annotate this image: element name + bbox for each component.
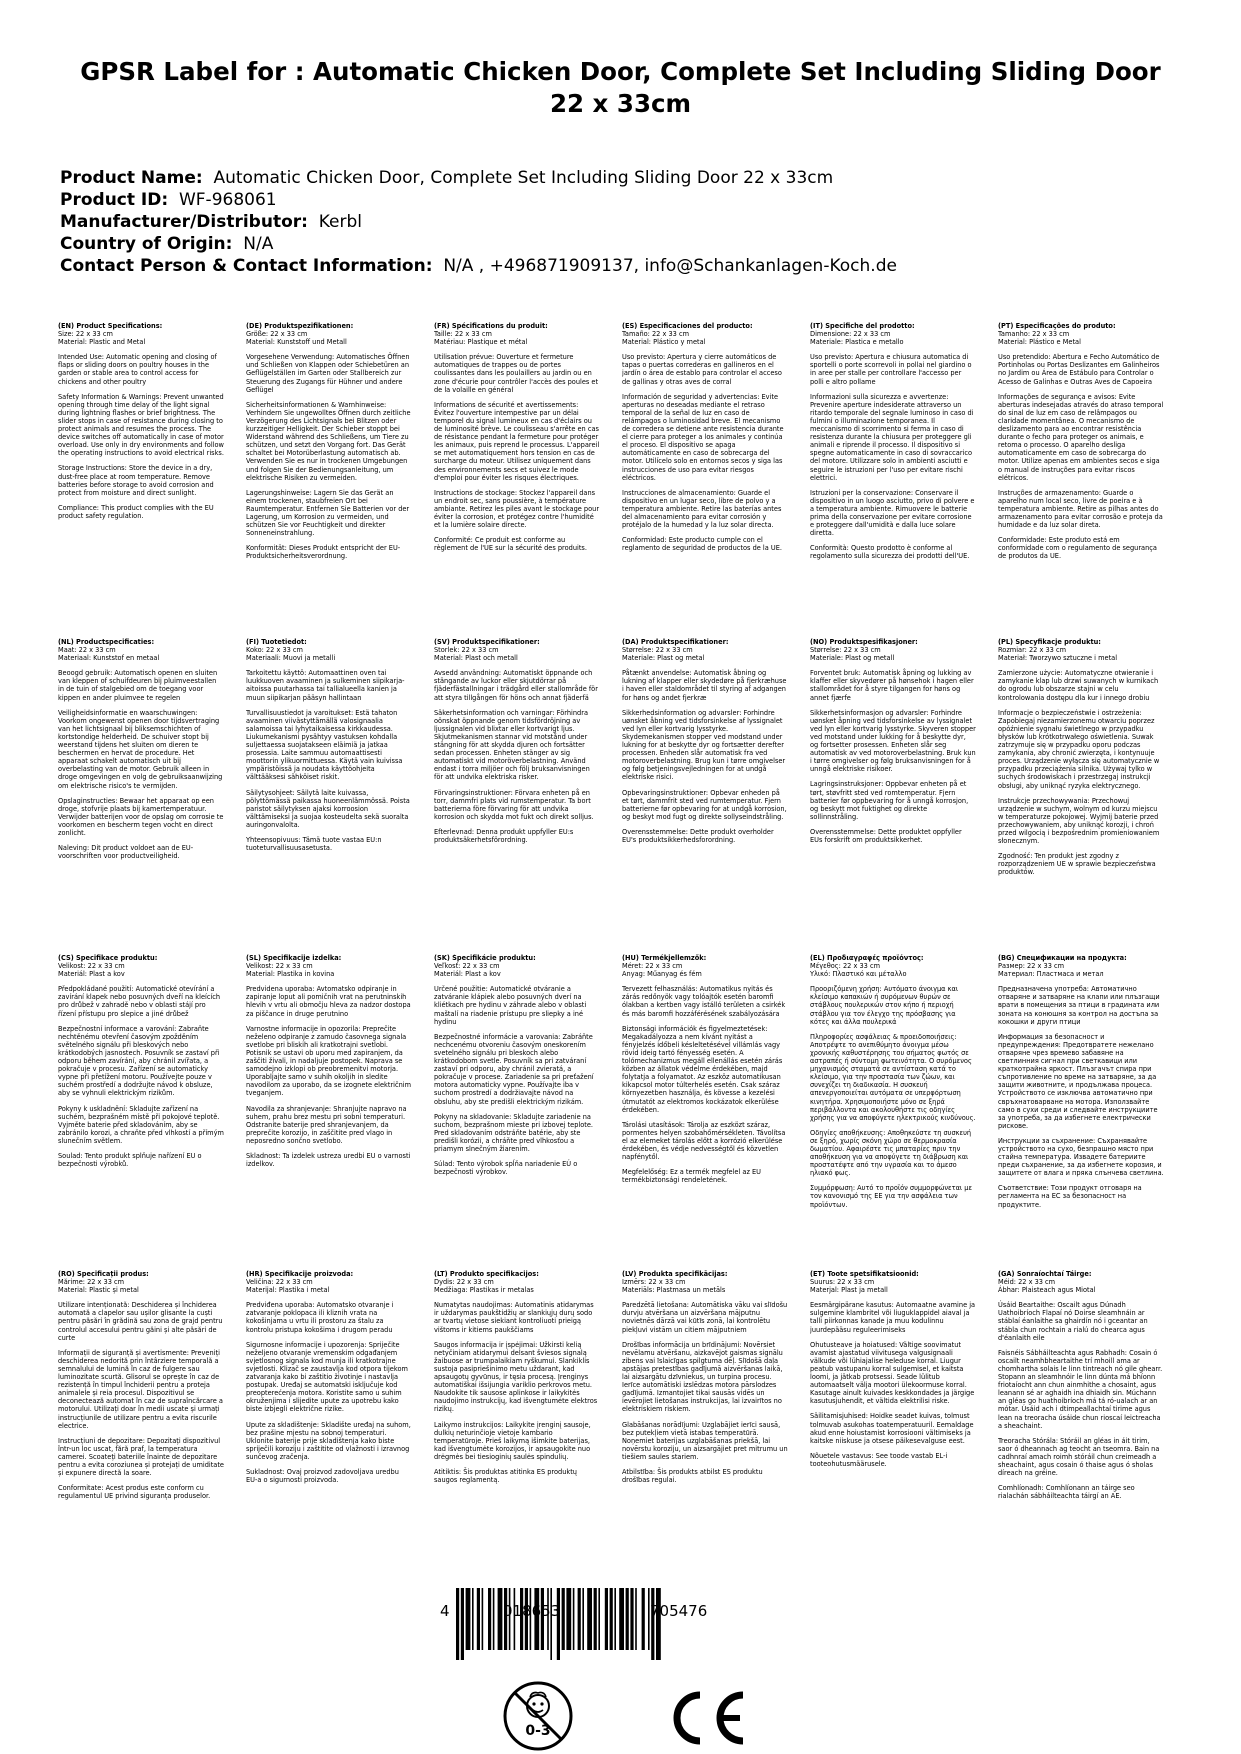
block-heading: (CS) Specifikace produktu: bbox=[58, 954, 158, 962]
block-paragraph: Instructions de stockage: Stockez l'appareil dans un endroit sec, sans poussière, à température ambiante. Retirez les piles avant le stockage pour éviter la corrosion, et protégez contre l'humidité et la lumière solaire directe. bbox=[434, 488, 600, 530]
barcode-bar bbox=[477, 1588, 480, 1650]
barcode-bar bbox=[587, 1588, 592, 1650]
language-block bbox=[810, 954, 976, 1209]
info-country: Country of Origin: N/A bbox=[60, 234, 274, 254]
block-paragraph: Comhlíonadh: Comhlíonann an táirge seo rialachán sábháilteachta táirgí an AE. bbox=[998, 1484, 1135, 1501]
block-paragraph: Conformité: Ce produit est conforme au règlement de l'UE sur la sécurité des produits. bbox=[434, 536, 587, 553]
block-paragraph: Soulad: Tento produkt splňuje nařízení EU o bezpečnosti výrobků. bbox=[58, 1151, 202, 1169]
block-line: Tamaño: 22 x 33 cm bbox=[622, 330, 689, 339]
block-heading: (PL) Specyfikacje produktu: bbox=[998, 638, 1101, 646]
block-paragraph: Инструкции за съхранение: Съхранявайте устройството на сухо, безпрашно място при стайна температура. Извадете батериите преди съхранение, за да избегнете корозия, и защитете от влага и пряка слънчева светлина. bbox=[998, 1136, 1164, 1178]
block-line: Méret: 22 x 33 cm bbox=[622, 962, 683, 971]
block-line: Veľkosť: 22 x 33 cm bbox=[434, 962, 500, 971]
block-line: Materijal: Plastika i metal bbox=[246, 1286, 330, 1295]
barcode-bar bbox=[562, 1588, 565, 1650]
block-paragraph: Informații de siguranță și avertismente: Preveniți deschiderea nedorită prin întârziere temporală a semnalului de lumină în caz de fulgere sau luminozitate scurtă. Glisorul se oprește în caz de rezistență în timpul închiderii pentru a proteja animalele și reia procesul. Dispozitivul se deconectează automat în caz de supraîncărcare a motorului. Utilizați doar în medii uscate și urmați instrucțiunile de utilizare pentru a evita riscurile electrice. bbox=[58, 1348, 223, 1430]
block-heading: (FR) Spécifications du produit: bbox=[434, 322, 548, 330]
info-product-name: Product Name: Automatic Chicken Door, Complete Set Including Sliding Door 22 x 33cm bbox=[60, 168, 834, 188]
block-line: Veličina: 22 x 33 cm bbox=[246, 1278, 313, 1287]
block-line: Μέγεθος: 22 x 33 cm bbox=[810, 962, 880, 971]
block-line: Rozmiar: 22 x 33 cm bbox=[998, 646, 1067, 655]
block-line: Materjal: Plast ja metall bbox=[810, 1286, 888, 1295]
block-paragraph: Lagerungshinweise: Lagern Sie das Gerät an einem trockenen, staubfreien Ort bei Raumtemperatur. Entfernen Sie Batterien vor der Lagerung, um Korrosion zu vermeiden, und schützen Sie vor Feuchtigkeit und direkter Sonneneinstrahlung. bbox=[246, 488, 410, 538]
block-line: Materiaal: Kunststof en metaal bbox=[58, 654, 160, 663]
block-paragraph: Intended Use: Automatic opening and closing of flaps or sliding doors on poultry houses in the garden or stable area to control access for chickens and other poultry bbox=[58, 353, 217, 386]
block-paragraph: Instruções de armazenamento: Guarde o aparelho num local seco, livre de poeira e à temperatura ambiente. Retire as pilhas antes do armazenamento para evitar corrosão e proteja da humidade e da luz solar direta. bbox=[998, 488, 1163, 530]
product-info bbox=[60, 167, 897, 277]
barcode-bar bbox=[656, 1588, 661, 1660]
block-paragraph: Lagringsinstruksjoner: Oppbevar enheten på et tørt, støvfritt sted ved romtemperatur. Fjern batterier før oppbevaring for å unngå korrosjon, og beskytt mot fuktighet og direkte sollinnstråling. bbox=[810, 780, 969, 821]
language-block bbox=[622, 322, 788, 552]
block-line: Suurus: 22 x 33 cm bbox=[810, 1278, 875, 1287]
block-paragraph: Tervezett felhasználás: Automatikus nyitás és zárás redőnyök vagy tolóajtók esetén baromfi ólakban a kertben vagy istálló területen a csirkék és más baromfi hozzáférésének szabályozására bbox=[622, 985, 786, 1018]
block-paragraph: Информация за безопасност и предупреждения: Предотвратете нежелано отваряне чрез времево забавяне на светлинния сигнал при светкавици или краткотрайна яркост. Плъзгачът спира при съпротивление по време на затваряне, за да защити животните, и продължава процеса. Устройството се изключва автоматично при свръхнатоварване на мотора. Използвайте само в сухи среди и следвайте инструкциите за употреба, за да избегнете електрически рискове. bbox=[998, 1032, 1158, 1130]
block-line: Materiale: Plast og metal bbox=[622, 654, 705, 663]
block-paragraph: Predviđena uporaba: Automatsko otvaranje i zatvaranje poklopaca ili kliznih vrata na kokošinjama u vrtu ili prostoru za štalu za kontrolu pristupa kokošima i drugom peradu bbox=[246, 1301, 394, 1334]
block-paragraph: Súlad: Tento výrobok spĺňa nariadenie EÚ o bezpečnosti výrobkov. bbox=[434, 1160, 578, 1177]
block-paragraph: Atitiktis: Šis produktas atitinka ES produktų saugos reglamentą. bbox=[434, 1467, 577, 1485]
block-heading: (SV) Produktspecifikationer: bbox=[434, 638, 540, 646]
block-paragraph: Bezpečnostné informácie a varovania: Zabráňte nechcenému otvoreniu časovým oneskorením svetelného signálu pri bleskoch alebo krátkodobom svetle. Posuvník sa pri zatváraní zastaví pri odporu, aby chránil zvieratá, a pokračuje v procese. Zariadenie sa pri preťažení motora automaticky vypne. Používajte iba v suchom prostredí a dodržiavajte návod na obsluhu, aby ste predišli elektrickým rizikám. bbox=[434, 1032, 594, 1106]
block-paragraph: Megfelelőség: Ez a termék megfelel az EU termékbiztonsági rendeletének. bbox=[622, 1168, 761, 1185]
block-paragraph: Určené použitie: Automatické otváranie a zatváranie klápiek alebo posuvných dverí na kliétkach pre hydinu v záhrade alebo v oblasti maštalí na riadenie prístupu pre sliepky a iné hydinu bbox=[434, 985, 587, 1026]
block-paragraph: Upute za skladištenje: Skladište uređaj na suhom, bez prašine mjestu na sobnoj temperaturi. Uklonite baterije prije skladištenja kako biste spriječili koroziju i zaštitite od vlažnosti i izravnog sunčevog zračenja. bbox=[246, 1420, 411, 1461]
block-paragraph: Eesmärgipärane kasutus: Automaatne avamine ja sulgemine klambritel või liuguklappidel aiaval ja talli piirkonnas kanade ja muu kodulinnu juurdepääsu reguleerimiseks bbox=[810, 1301, 976, 1334]
barcode-bar bbox=[614, 1588, 616, 1650]
block-line: Material: Plastic și metal bbox=[58, 1286, 139, 1295]
block-line: Materiāls: Plastmasa un metāls bbox=[622, 1286, 726, 1295]
block-paragraph: Οδηγίες αποθήκευσης: Αποθηκεύστε τη συσκευή σε ξηρό, χωρίς σκόνη χώρο σε θερμοκρασία δωματίου. Αφαιρέστε τις μπαταρίες πριν την αποθήκευση για να αποφύγετε τη διάβρωση και προστατέψτε από την υγρασία και το άμεσο ηλιακό φως. bbox=[810, 1128, 972, 1178]
barcode-bar bbox=[482, 1588, 484, 1650]
block-paragraph: Προοριζόμενη χρήση: Αυτόματο άνοιγμα και κλείσιμο καπακιών ή συρόμενων θυρών σε στάβλους πουλερικών στον κήπο ή περιοχή στάβλου για τον έλεγχο της πρόσβασης για κότες και άλλα πουλερικά bbox=[810, 985, 959, 1026]
block-paragraph: Zamierzone użycie: Automatyczne otwieranie i zamykanie klap lub drzwi suwanych w kurnikach do ogrodu lub obszarze stajni w celu kontrolowania dostępu dla kur i innego drobiu bbox=[998, 669, 1159, 702]
block-heading: (BG) Спецификации на продукта: bbox=[998, 954, 1127, 962]
info-contact: Contact Person & Contact Information: N/A , +496871909137, info@Schankanlagen-Koch.de bbox=[60, 256, 897, 276]
block-paragraph: Informacje o bezpieczeństwie i ostrzeżenia: Zapobiegaj niezamierzonemu otwarciu poprzez opóźnienie sygnału świetlnego w przypadku błysków lub krótkotrwałego oświetlenia. Suwak zatrzymuje się w przypadku oporu podczas zamykania, aby chronić zwierzęta, i kontynuuje proces. Urządzenie wyłącza się automatycznie w przypadku przeciążenia silnika. Używaj tylko w suchych środowiskach i przestrzegaj instrukcji obsługi, aby uniknąć ryzyka elektrycznego. bbox=[998, 708, 1160, 790]
block-line: Material: Plast och metall bbox=[434, 654, 518, 663]
block-paragraph: Zgodność: Ten produkt jest zgodny z rozporządzeniem UE w sprawie bezpieczeństwa produktów. bbox=[998, 852, 1156, 877]
block-paragraph: Biztonsági információk és figyelmeztetések: Megakadályozza a nem kívánt nyitást a fényjelzés időbeli késleltetésével villámlás vagy rövid ideig tartó fényesség esetén. A tolómechanizmus megáll ellenállás esetén zárás közben az állatok védelme érdekében, majd folytatja a folyamatot. Az eszköz automatikusan kikapcsol motor túlterhelés esetén. Csak száraz környezetben használja, és kövesse a kezelési útmutatót az elektromos kockázatok elkerülése érdekében. bbox=[622, 1024, 783, 1114]
block-paragraph: Uso previsto: Apertura e chiusura automatica di sportelli o porte scorrevoli in pollai nel giardino o in aree per stalle per controllare l'accesso per polli e altro pollame bbox=[810, 353, 972, 386]
block-paragraph: Pokyny k uskladnění: Skladujte zařízení na suchém, bezprašném místě při pokojové teplotě. Vyjměte baterie před skladováním, aby se zabránilo korozi, a chraňte před vlhkostí a přímým slunečním světlem. bbox=[58, 1104, 224, 1145]
language-block bbox=[622, 1270, 788, 1484]
block-heading: (NL) Productspecificaties: bbox=[58, 638, 155, 646]
block-paragraph: Skladnost: Ta izdelek ustreza uredbi EU o varnosti izdelkov. bbox=[246, 1151, 411, 1169]
barcode-bar bbox=[472, 1588, 474, 1650]
barcode-bar bbox=[582, 1588, 584, 1650]
block-paragraph: Varnostne informacije in opozorila: Preprečite neželeno odpiranje z zamudo časovnega signala svetlobe pri bliskih ali kratkotrajni svetlobi. Potisnik se ustavi ob uporu med zapiranjem, da zaščiti živali, in nadaljuje postopek. Naprava se samodejno izklopi ob preobremenitvi motorja. Uporabljajte samo v suhih okoljih in sledite navodilom za uporabo, da se izognete električnim tveganjem. bbox=[246, 1024, 412, 1098]
language-block bbox=[58, 1270, 224, 1500]
block-paragraph: Overensstemmelse: Dette produktet oppfyller EUs forskrift om produktsikkerhet. bbox=[810, 827, 962, 844]
block-line: Ábhar: Plaisteach agus Miotal bbox=[998, 1286, 1096, 1295]
barcode-bar bbox=[635, 1588, 637, 1650]
language-block bbox=[434, 1270, 600, 1484]
block-paragraph: Faisnéis Sábháilteachta agus Rabhadh: Cosain ó oscailt neamhbheartaithe trí mhoill ama ar chomhartha solais le linn tintreach nó gile ghearr. Stopann an sleamhnóir le linn dúnta má bhíonn friotaíocht ann chun ainmhithe a chosaint, agus leanann sé ar aghaidh ina dhiaidh sin. Múchann an gléas go huathoibríoch má tá ró-ualach ar an mótar. Úsáid ach i dtimpeallachtaí tirime agus lean na treoracha úsáide chun rioscaí leictreacha a sheachaint. bbox=[998, 1348, 1163, 1430]
block-paragraph: Numatytas naudojimas: Automatinis atidarymas ir uždarymas paukštidžių ar slankiųjų durų sodo ar tvartų vietose siekiant kontroliuoti prieigą vištoms ir kitiems paukščiams bbox=[434, 1301, 594, 1334]
block-line: Medžiaga: Plastikas ir metalas bbox=[434, 1286, 534, 1295]
language-block bbox=[58, 638, 224, 860]
block-heading: (HU) Termékjellemzők: bbox=[622, 954, 707, 962]
block-line: Materiál: Plast a kov bbox=[434, 970, 501, 979]
barcode-digits-left: 4 bbox=[440, 1602, 450, 1620]
language-block bbox=[622, 954, 788, 1184]
language-block bbox=[58, 322, 224, 520]
block-paragraph: Informações de segurança e avisos: Evite aberturas indesejadas através do atraso temporal do sinal de luz em caso de relâmpagos ou claridade momentânea. O mecanismo de deslizamento para ao encontrar resistência durante o fecho para proteger os animais, e retoma o processo. O aparelho desliga automaticamente em caso de sobrecarga do motor. Utilize apenas em ambientes secos e siga o manual de instruções para evitar riscos elétricos. bbox=[998, 392, 1164, 482]
block-heading: (ES) Especificaciones del producto: bbox=[622, 322, 753, 330]
barcode-bar bbox=[557, 1588, 560, 1660]
language-block bbox=[998, 1270, 1164, 1500]
barcode-bar bbox=[619, 1588, 624, 1650]
block-paragraph: Informations de sécurité et avertissements: Évitez l'ouverture intempestive par un délai temporel du signal lumineux en cas d'éclairs ou de luminosité brève. Le coulisseau s'arrête en cas de résistance pendant la fermeture pour protéger les animaux, puis reprend le processus. L'appareil se met automatiquement hors tension en cas de surcharge du moteur. Utilisez uniquement dans des environnements secs et suivez le mode d'emploi pour éviter les risques électriques. bbox=[434, 400, 600, 482]
block-line: Koko: 22 x 33 cm bbox=[246, 646, 303, 655]
block-paragraph: Säilytysohjeet: Säilytä laite kuivassa, pölyttömässä paikassa huoneenlämmössä. Poista paristot säilytyksen ajaksi korroosion välttämiseksi ja suojaa kosteudelta sekä suoralta auringonvalolta. bbox=[246, 788, 410, 829]
block-paragraph: Utilizare intenționată: Deschiderea și închiderea automată a clapelor sau ușilor glisante la cuști pentru păsări în grădină sau zona de grajd pentru controlul accesului pentru găini și alte păsări de curte bbox=[58, 1301, 223, 1342]
block-paragraph: Glabāšanas norādījumi: Uzglabājiet ierīci sausā, bez putekļiem vietā istabas temperatūrā. Noņemiet baterijas uzglabāšanas priekšā, lai novērstu koroziju, un aizsargājiet pret mitrumu un tiešiem saules stariem. bbox=[622, 1420, 788, 1461]
block-heading: (SL) Specifikacije izdelka: bbox=[246, 954, 342, 962]
barcode-bar bbox=[610, 1588, 613, 1650]
barcode-bar bbox=[598, 1588, 600, 1650]
block-line: Materiaali: Muovi ja metalli bbox=[246, 654, 336, 663]
block-paragraph: Conformidade: Este produto está em conformidade com o regulamento de segurança de produtos da UE. bbox=[998, 536, 1157, 561]
block-paragraph: Beoogd gebruik: Automatisch openen en sluiten van kleppen of schuifdeuren bij pluimveestallen in de tuin of stalgebied om de toegang voor kippen en ander pluimvee te regelen bbox=[58, 669, 218, 702]
block-paragraph: Forventet bruk: Automatisk åpning og lukking av klaffer eller skyvedører på hønsehok i hagen eller stallområdet for å styre tilgangen for høns og annet fjærfe bbox=[810, 669, 974, 702]
block-paragraph: Drošības informācija un brīdinājumi: Novērsiet nevēlamu atvēršanu, aizkavējot gaismas signālu zibens vai īslaicīgas spilgtuma dēļ. Slīdošā daļa apstājas pretestības gadījumā aizvēršanas laikā, lai aizsargātu dzīvniekus, un turpina procesu. Ierīce automātiski izslēdzas motora pārslodzes gadījumā. Izmantojiet tikai sausās vidēs un ievērojiet lietošanas instrukcijas, lai izvairītos no elektriskiem riskiem. bbox=[622, 1340, 783, 1414]
barcode-bar bbox=[550, 1588, 552, 1660]
block-line: Материал: Пластмаса и метал bbox=[998, 970, 1104, 979]
barcode-bar bbox=[630, 1588, 633, 1650]
block-paragraph: Informazioni sulla sicurezza e avvertenze: Prevenire aperture indesiderate attraverso un ritardo temporale del segnale luminoso in caso di fulmini o illuminazione temporanea. Il meccanismo di scorrimento si ferma in caso di resistenza durante la chiusura per proteggere gli animali e riprende il processo. Il dispositivo si spegne automaticamente in caso di sovraccarico del motore. Utilizzare solo in ambienti asciutti e seguire le istruzioni per l'uso per evitare rischi elettrici. bbox=[810, 392, 974, 482]
block-paragraph: Tárolási utasítások: Tárolja az eszközt száraz, pormentes helyen szobahőmérsékleten. Távolítsa el az elemeket tárolás előtt a korrózió elkerülése érdekében, és védje nedvességtől és közvetlen napfénytől. bbox=[622, 1120, 786, 1162]
block-paragraph: Bezpečnostní informace a varování: Zabraňte nechtěnému otevření časovým zpožděním světelného signálu při bleskových nebo krátkodobých jasnostech. Posuvník se zastaví při odporu během zavírání, aby chránil zvířata, a pokračuje v procesu. Zařízení se automaticky vypne při přetížení motoru. Používejte pouze v suchém prostředí a dodržujte návod k obsluze, aby se vyhnuli elektrickým rizikům. bbox=[58, 1024, 220, 1098]
block-heading: (RO) Specificații produs: bbox=[58, 1270, 149, 1278]
block-paragraph: Safety Information & Warnings: Prevent unwanted opening through time delay of the light signal during lightning flashes or brief brightness. The slider stops in case of resistance during closing to protect animals and resumes the process. The device switches off automatically in case of motor overload. Use only in dry environments and follow the operating instructions to avoid electrical risks. bbox=[58, 392, 224, 458]
block-paragraph: Conformidad: Este producto cumple con el reglamento de seguridad de productos de la UE. bbox=[622, 536, 782, 553]
block-paragraph: Sukladnost: Ovaj proizvod zadovoljava uredbu EU-a o sigurnosti proizvoda. bbox=[246, 1467, 399, 1485]
svg-text:0-3: 0-3 bbox=[525, 1723, 551, 1739]
block-heading: (LV) Produkta specifikācijas: bbox=[622, 1270, 728, 1278]
block-line: Dydis: 22 x 33 cm bbox=[434, 1278, 494, 1287]
barcode-bar bbox=[456, 1588, 459, 1660]
block-paragraph: Sigurnosne informacije i upozorenja: Spriječite neželjeno otvaranje vremenskim odgađanjem svjetlosnog signala kod munja ili kratkotrajne svjetlosti. Klizač se zaustavlja kod otpora tijekom zatvaranja kako bi zaštitio životinje i nastavlja postupak. Uređaj se automatski isključuje kod preopterećenja motora. Koristite samo u suhim okruženjima i slijedite upute za upotrebu kako biste izbjegli električne rizike. bbox=[246, 1340, 408, 1414]
block-heading: (DE) Produktspezifikationen: bbox=[246, 322, 354, 330]
block-paragraph: Conformità: Questo prodotto è conforme al regolamento sulla sicurezza dei prodotti dell'UE. bbox=[810, 544, 970, 561]
language-block bbox=[246, 954, 412, 1168]
ce-mark-icon bbox=[664, 1689, 748, 1747]
block-paragraph: Instrucciones de almacenamiento: Guarde el dispositivo en un lugar seco, libre de polvo y a temperatura ambiente. Retire las baterías antes del almacenamiento para evitar corrosión y protéjalo de la humedad y la luz solar directa. bbox=[622, 488, 782, 530]
page-title: GPSR Label for : Automatic Chicken Door, Complete Set Including Sliding Door 22 x 33cm bbox=[80, 57, 1161, 118]
block-line: Mărime: 22 x 33 cm bbox=[58, 1278, 125, 1287]
block-line: Material: Plastic and Metal bbox=[58, 338, 146, 347]
barcode-bar bbox=[651, 1588, 654, 1660]
block-paragraph: Sikkerhetsinformasjon og advarsler: Forhindre uønsket åpning ved tidsforsinkelse av lyssignalet ved lyn eller kortvarig lysstyrke. Skyveren stopper ved motstand under lukking for å beskytte dyr, og fortsetter prosessen. Enheten slår seg automatisk av ved motoroverbelastning. Bruk kun i tørre omgivelser og følg bruksanvisningen for å unngå elektriske risikoer. bbox=[810, 708, 976, 774]
block-heading: (NO) Produktspesifikasjoner: bbox=[810, 638, 918, 646]
block-line: Material: Plástico e Metal bbox=[998, 338, 1081, 347]
block-paragraph: Instrucțiuni de depozitare: Depozitați dispozitivul într-un loc uscat, fără praf, la temperatura camerei. Scoateți bateriile înainte de depozitare pentru a evita coroziunea și protejați de umiditate și expunere directă la soare. bbox=[58, 1436, 224, 1478]
barcode-bar bbox=[461, 1588, 464, 1660]
barcode-bar bbox=[573, 1588, 575, 1650]
block-heading: (FI) Tuotetiedot: bbox=[246, 638, 307, 646]
block-paragraph: Avsedd användning: Automatiskt öppnande och stängande av luckor eller skjutdörrar på fjäderfästallningar i trädgård eller stallområde för att styra tillgången för höns och annat fjäderfä bbox=[434, 669, 598, 702]
block-heading: (EN) Product Specifications: bbox=[58, 322, 163, 330]
language-block bbox=[998, 638, 1164, 876]
block-line: Materiale: Plast og metall bbox=[810, 654, 895, 663]
block-paragraph: Treoracha Stórála: Stóráil an gléas in áit tirim, saor ó dheannach ag teocht an tseomra. Bain na cadhnraí amach roimh stóráil chun creimeadh a sheachaint, agus cosain ó thaise agus ó sholas díreach na gréine. bbox=[998, 1436, 1160, 1478]
barcode-bar bbox=[626, 1588, 629, 1650]
block-heading: (ET) Toote spetsifikatsioonid: bbox=[810, 1270, 919, 1278]
block-paragraph: Uso pretendido: Abertura e Fecho Automático de Portinholas ou Portas Deslizantes em Galinheiros no Jardim ou Área de Estábulo para Controlar o Acesso de Galinhas e Outras Aves de Capoeira bbox=[998, 353, 1160, 386]
block-paragraph: Naleving: Dit product voldoet aan de EU-voorschriften voor productveiligheid. bbox=[58, 844, 194, 861]
block-paragraph: Turvallisuustiedot ja varoitukset: Estä tahaton avaaminen viivästyttämällä valosignaalia salamoissa tai lyhytaikaisessa kirkkaudessa. Liukumekanismi pysähtyy vastuksen kohdalla suljettaessa suojatakseen eläimiä ja jatkaa prosessia. Laite sammuu automaattisesti moottorin ylikuormittuessa. Käytä vain kuivissa ympäristöissä ja noudata käyttöohjeita välttääksesi sähköiset riskit. bbox=[246, 708, 403, 782]
block-heading: (HR) Specifikacije proizvoda: bbox=[246, 1270, 354, 1278]
block-line: Materiale: Plastica e metallo bbox=[810, 338, 904, 347]
block-paragraph: Предназначена употреба: Автоматично отваряне и затваряне на клапи или плъзгащи врати в помещения за птици в градината или зоната на конюшня за контрол на достъпа за кокошки и други птици bbox=[998, 985, 1160, 1026]
block-paragraph: Předpokládané použití: Automatické otevírání a zavírání klapek nebo posuvných dveří na kleících pro drůbež v zahradě nebo v oblasti stájí pro řízení přístupu pro slepice a jiné drůbež bbox=[58, 985, 221, 1018]
block-line: Material: Plastika in kovina bbox=[246, 970, 335, 979]
block-paragraph: Laikymo instrukcijos: Laikykite įrenginį sausoje, dulkių neturinčioje vietoje kambario temperatūroje. Prieš laikymą išimkite baterijas, kad išvengtumėte korozijos, ir apsaugokite nuo drėgmės bei tiesioginių saulės spindulių. bbox=[434, 1420, 591, 1461]
block-line: Material: Kunststoff und Metall bbox=[246, 338, 347, 347]
block-paragraph: Predvidena uporaba: Avtomatsko odpiranje in zapiranje loput ali pomičnih vrat na perutninskih hlevih v vrtu ali območju hleva za nadzor dostopa za piščance in druge perutnino bbox=[246, 985, 411, 1018]
block-line: Størrelse: 22 x 33 cm bbox=[810, 646, 881, 655]
block-paragraph: Compliance: This product complies with the EU product safety regulation. bbox=[58, 503, 214, 520]
block-paragraph: Información de seguridad y advertencias: Evite aperturas no deseadas mediante el retraso temporal de la señal de luz en caso de relámpagos o luminosidad breve. El mecanismo de corredera se detiene ante resistencia durante el cierre para proteger a los animales y continúa el proceso. El dispositivo se apaga automáticamente en caso de sobrecarga del motor. Utilícelo solo en entornos secos y siga las instrucciones de uso para evitar riesgos eléctricos. bbox=[622, 392, 784, 482]
language-block bbox=[246, 322, 412, 560]
language-block bbox=[998, 322, 1164, 560]
language-block bbox=[246, 638, 412, 852]
block-line: Размер: 22 x 33 cm bbox=[998, 962, 1065, 971]
block-line: Méid: 22 x 33 cm bbox=[998, 1278, 1056, 1287]
block-paragraph: Utilisation prévue: Ouverture et fermeture automatiques de trappes ou de portes coulissantes dans les poulaillers au jardin ou en zone d'écurie pour contrôler l'accès des poules et de la volaille en général bbox=[434, 353, 599, 394]
block-heading: (PT) Especificações do produto: bbox=[998, 322, 1116, 330]
block-paragraph: Säkerhetsinformation och varningar: Förhindra oönskat öppnande genom tidsfördröjning av ljussignalen vid blixtar eller kortvarigt ljus. Skjutmekanismen stannar vid motstånd under stängning för att skydda djuren och fortsätter sedan processen. Enheten stänger av sig automatiskt vid motoröverbelastning. Använd endast i torra miljöer och följ bruksanvisningen för att undvika elektriska risker. bbox=[434, 708, 590, 782]
block-paragraph: Πληροφορίες ασφάλειας & προειδοποιήσεις: Αποτρέψτε το ανεπιθύμητο άνοιγμα μέσω χρονικής καθυστέρησης του σήματος φωτός σε αστραπές ή σύντομη φωτεινότητα. Ο συρόμενος μηχανισμός σταματά σε αντίσταση κατά το κλείσιμο, για την προστασία των ζώων, και συνεχίζει τη διαδικασία. Η συσκευή απενεργοποιείται αυτόματα σε υπερφόρτωση κινητήρα. Χρησιμοποιήστε μόνο σε ξηρά περιβάλλοντα και ακολουθήστε τις οδηγίες χρήσης για να αποφύγετε ηλεκτρικούς κινδύνους. bbox=[810, 1032, 976, 1122]
block-heading: (IT) Specifiche del prodotto: bbox=[810, 322, 915, 330]
block-paragraph: Úsáid Beartaithe: Oscailt agus Dúnadh Uathoibríoch Flapaí nó Doirse sleamhnáin ar stáblaí éanlaithe sa ghairdín nó i gceantar an stábla chun rochtain a rialú do chearca agus d'éanlaith eile bbox=[998, 1301, 1148, 1342]
barcode-bar bbox=[493, 1588, 495, 1650]
block-heading: (DA) Produktspecifikationer: bbox=[622, 638, 729, 646]
block-line: Anyag: Műanyag és fém bbox=[622, 970, 702, 979]
block-line: Materiál: Plast a kov bbox=[58, 970, 125, 979]
block-paragraph: Paredzētā lietošana: Automātiska vāku vai slīdošu durvju atvēršana un aizvēršana mājputnu novietnēs dārzā vai kūtīs zonā, lai kontrolētu piekļuvi vistām un citiem mājputniem bbox=[622, 1301, 788, 1334]
block-line: Størrelse: 22 x 33 cm bbox=[622, 646, 693, 655]
block-heading: (LT) Produkto specifikacijos: bbox=[434, 1270, 539, 1278]
block-paragraph: Påtænkt anvendelse: Automatisk åbning og lukning af klapper eller skydedøre på fjerkræhuse i haven eller staldområdet til styring af adgangen for høns og andet fjerkræ bbox=[622, 669, 787, 702]
block-paragraph: Pokyny na skladovanie: Skladujte zariadenie na suchom, bezprašnom mieste pri izbovej teplote. Pred skladovaním odstráňte batérie, aby ste predišli korózii, a chráňte pred vlhkosťou a priamym slnečným žiarením. bbox=[434, 1112, 594, 1153]
block-line: Materiał: Tworzywo sztuczne i metal bbox=[998, 654, 1118, 663]
block-line: Matériau: Plastique et métal bbox=[434, 338, 528, 347]
barcode-digits-right: 705476 bbox=[650, 1602, 708, 1620]
language-block bbox=[810, 322, 976, 560]
language-block bbox=[434, 954, 600, 1176]
language-block bbox=[998, 954, 1164, 1209]
block-heading: (GA) Sonraíochtaí Táirge: bbox=[998, 1270, 1092, 1278]
barcode-bar bbox=[605, 1588, 608, 1650]
barcode-bar bbox=[566, 1588, 571, 1650]
block-line: Taille: 22 x 33 cm bbox=[434, 330, 492, 339]
block-heading: (EL) Προδιαγραφές προϊόντος: bbox=[810, 954, 924, 962]
barcode-digits-mid: 018653 bbox=[503, 1602, 561, 1620]
block-paragraph: Säilitamisjuhised: Hoidke seadet kuivas, tolmust tolmuvab asukohas toatemperatuuril. Eemaldage akud enne hoiustamist korrosiooni vältimiseks ja kaitske niiskuse ja otsese päikesevalguse eest. bbox=[810, 1412, 974, 1445]
block-paragraph: Saugos informacija ir įspėjimai: Užkirsti kelią netyčiniam atidarymui delsant šviesos signalą žaibuose ar trumpalaikiam ryškumui. Slankiklis sustoja pasipriešinimo metu uždarant, kad apsaugotų gyvūnus, ir tęsia procesą. Įrenginys automatiškai išsijungia variklio perkrovos metu. Naudokite tik sausose aplinkose ir laikykitės naudojimo instrukcijų, kad išvengtumėte elektros rizikų. bbox=[434, 1340, 598, 1414]
block-paragraph: Overensstemmelse: Dette produkt overholder EU's produktsikkerhedsforordning. bbox=[622, 827, 774, 844]
barcode-bar bbox=[642, 1588, 645, 1650]
barcode-bar bbox=[466, 1588, 471, 1650]
barcode-bar bbox=[594, 1588, 597, 1650]
block-paragraph: Συμμόρφωση: Αυτό το προϊόν συμμορφώνεται με τον κανονισμό της ΕΕ για την ασφάλεια των προϊόντων. bbox=[810, 1184, 973, 1209]
block-line: Υλικό: Πλαστικό και μέταλλο bbox=[810, 970, 907, 979]
block-heading: (SK) Špecifikácie produktu: bbox=[434, 954, 536, 962]
block-line: Storlek: 22 x 33 cm bbox=[434, 646, 499, 655]
block-line: Izmērs: 22 x 33 cm bbox=[622, 1278, 686, 1287]
block-line: Größe: 22 x 33 cm bbox=[246, 330, 308, 339]
block-paragraph: Sicherheitsinformationen & Warnhinweise: Verhindern Sie ungewolltes Öffnen durch zeitliche Verzögerung des Lichtsignals bei Blitzen oder kurzzeitiger Helligkeit. Der Schieber stoppt bei Widerstand während des Schließens, um Tiere zu schützen, und setzt den Vorgang fort. Das Gerät schaltet bei Motorüberlastung automatisch ab. Verwenden Sie es nur in trockenen Umgebungen und folgen Sie der Bedienungsanleitung, um elektrische Risiken zu vermeiden. bbox=[246, 400, 411, 482]
barcode-bar bbox=[578, 1588, 581, 1650]
block-paragraph: Förvaringsinstruktioner: Förvara enheten på en torr, dammfri plats vid rumstemperatur. Ta bort batterierna före förvaring för att undvika korrosion och skydda mot fukt och direkt solljus. bbox=[434, 788, 594, 821]
language-block bbox=[434, 638, 600, 844]
block-paragraph: Efterlevnad: Denna produkt uppfyller EU:s produktsäkerhetsförordning. bbox=[434, 827, 574, 844]
info-product-id: Product ID: WF-968061 bbox=[60, 190, 277, 210]
block-line: Maat: 22 x 33 cm bbox=[58, 646, 116, 655]
block-paragraph: Nõuetele vastavus: See toode vastab EL-i tooteohutusmäärusele. bbox=[810, 1451, 948, 1468]
barcode-bar bbox=[488, 1588, 491, 1650]
block-paragraph: Vorgesehene Verwendung: Automatisches Öffnen und Schließen von Klappen oder Schiebetüren an Geflügelställen im Garten oder Stallbereich zur Steuerung des Zugangs für Hühner und andere Geflügel bbox=[246, 353, 410, 394]
language-block bbox=[58, 954, 224, 1168]
block-line: Material: Plástico y metal bbox=[622, 338, 706, 347]
block-line: Tamanho: 22 x 33 cm bbox=[998, 330, 1070, 339]
block-paragraph: Opslaginstructies: Bewaar het apparaat op een droge, stofvrije plaats bij kamertemperatuur. Verwijder batterijen voor de opslag om corrosie te voorkomen en bescherm tegen vocht en direct zonlicht. bbox=[58, 796, 224, 837]
language-block bbox=[246, 1270, 412, 1484]
language-block bbox=[810, 1270, 976, 1468]
block-paragraph: Istruzioni per la conservazione: Conservare il dispositivo in un luogo asciutto, privo di polvere e a temperatura ambiente. Rimuovere le batterie prima della conservazione per evitare corrosione e proteggere dall'umidità e dalla luce solare diretta. bbox=[810, 488, 975, 538]
block-paragraph: Sikkerhedsinformation og advarsler: Forhindre uønsket åbning ved tidsforsinkelse af lyssignalet ved lyn eller kortvarig lysstyrke. Skydemekanismen stopper ved modstand under lukning for at beskytte dyr og fortsætter derefter processen. Enheden slår automatisk fra ved motoroverbelastning. Brug kun i tørre omgivelser og følg betjeningsvejledningen for at undgå elektriske risici. bbox=[622, 708, 786, 782]
block-paragraph: Съответствие: Този продукт отговаря на регламента на ЕС за безопасност на продуктите. bbox=[998, 1184, 1142, 1209]
barcode bbox=[456, 1588, 752, 1660]
block-paragraph: Storage Instructions: Store the device in a dry, dust-free place at room temperature. Remove batteries before storage to avoid corrosion and protect from moisture and direct sunlight. bbox=[58, 464, 214, 497]
block-paragraph: Ohutusteave ja hoiatused: Vältige soovimatut avamist ajastatud viivitusega valgusignaali välkude või lühiajalise heleduse korral. Liugur peatub vastupanu korral sulgemisel, et kaitsta loomi, ja jätkab protsessi. Seade lülitub automaatselt välja mootori ülekoormuse korral. Kasutage ainult kuivades keskkondades ja järgige kasutusjuhendit, et vältida elektrilisi riske. bbox=[810, 1340, 975, 1406]
language-block bbox=[622, 638, 788, 844]
barcode-bar bbox=[498, 1588, 503, 1650]
block-paragraph: Uso previsto: Apertura y cierre automáticos de tapas o puertas correderas en gallineros en el jardín o área de establo para controlar el acceso de gallinas y otras aves de corral bbox=[622, 353, 782, 386]
language-block bbox=[810, 638, 976, 844]
block-paragraph: Instrukcje przechowywania: Przechowuj urządzenie w suchym, wolnym od kurzu miejscu w temperaturze pokojowej. Wyjmij baterie przed przechowywaniem, aby uniknąć korozji, i chroń przed wilgocią i bezpośrednim promieniowaniem słonecznym. bbox=[998, 796, 1160, 846]
block-paragraph: Yhteensopivuus: Tämä tuote vastaa EU:n tuoteturvallisuusasetusta. bbox=[246, 835, 382, 853]
block-paragraph: Conformitate: Acest produs este conform cu regulamentul UE privind siguranța produselor. bbox=[58, 1484, 211, 1501]
block-paragraph: Tarkoitettu käyttö: Automaattinen oven tai luukkuoven avaaminen ja sulkeminen siipikarja-aitoissa puutarhassa tai tallialueella kanien ja muun siipikarjan pääsyn hallintaan bbox=[246, 669, 405, 702]
block-paragraph: Konformität: Dieses Produkt entspricht der EU-Produktsicherheitsverordnung. bbox=[246, 544, 401, 561]
info-manufacturer: Manufacturer/Distributor: Kerbl bbox=[60, 212, 363, 232]
block-paragraph: Veiligheidsinformatie en waarschuwingen: Voorkom ongewenst openen door tijdsvertraging van het lichtsignaal bij bliksemschichten of kortstondige helderheid. De schuiver stopt bij weerstand tijdens het sluiten om dieren te beschermen en hervat de procedure. Het apparaat schakelt automatisch uit bij overbelasting van de motor. Gebruik alleen in droge omgevingen en volg de gebruiksaanwijzing om elektrische risico's te vermijden. bbox=[58, 708, 223, 790]
block-paragraph: Atbilstība: Šis produkts atbilst ES produktu drošības regulai. bbox=[622, 1467, 763, 1485]
block-line: Size: 22 x 33 cm bbox=[58, 330, 113, 339]
block-line: Velikost: 22 x 33 cm bbox=[246, 962, 313, 971]
block-line: Dimensione: 22 x 33 cm bbox=[810, 330, 891, 339]
age-warning-0-3-icon bbox=[502, 1680, 574, 1752]
block-line: Velikost: 22 x 33 cm bbox=[58, 962, 125, 971]
block-paragraph: Navodila za shranjevanje: Shranjujte napravo na suhem, prahu brez mestu pri sobni temperaturi. Odstranite baterije pred shranjevanjem, da preprečite korozijo, in zaščitite pred vlago in neposredno sončno svetlobo. bbox=[246, 1104, 407, 1145]
block-paragraph: Opbevaringsinstruktioner: Opbevar enheden på et tørt, dammfrit sted ved rumtemperatur. Fjern batterierne før opbevaring for at undgå korrosion, og beskyt mod fugt og direkte sollyseindstråling. bbox=[622, 788, 787, 821]
language-block bbox=[434, 322, 600, 552]
